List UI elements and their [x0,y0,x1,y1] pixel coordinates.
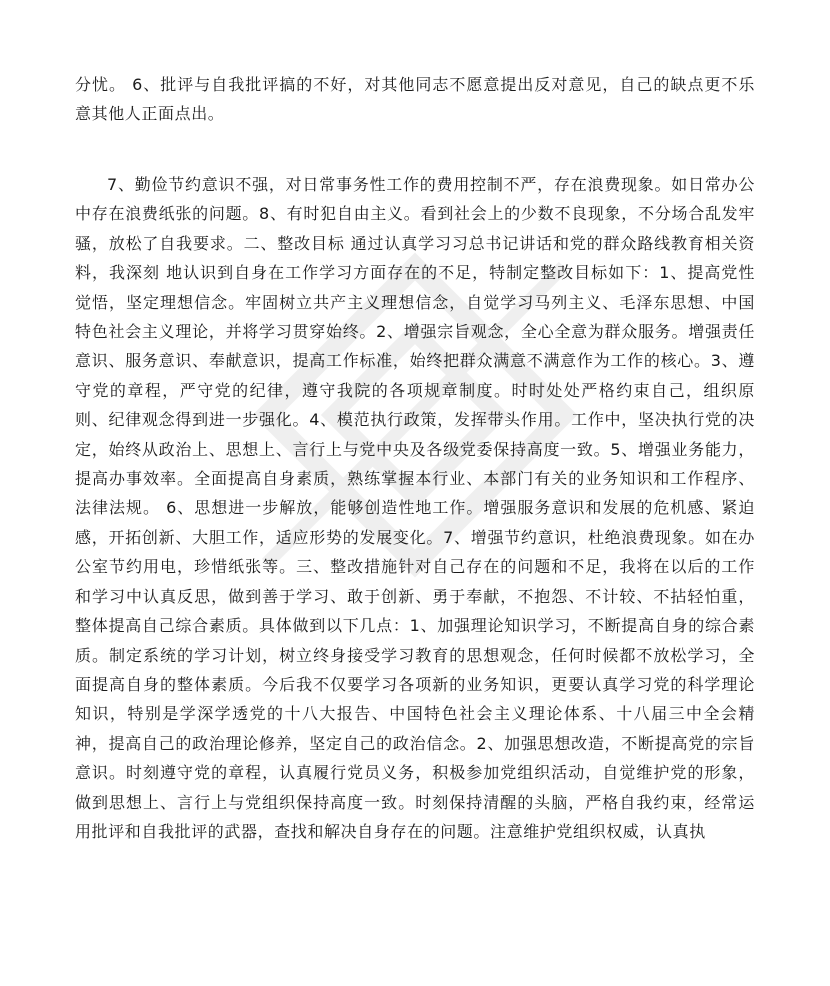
paragraph-2: 7、勤俭节约意识不强，对日常事务性工作的费用控制不严，存在浪费现象。如日常办公中存在浪费纸张的问题。8、有时犯自由主义。看到社会上的少数不良现象，不分场合乱发牢骚，放松了自我要求。二、整改目标 通过认真学习习总书记讲话和党的群众路线教育相关资料，我深刻 地认识到自身在工作学习方面存在的不足，特制定整改目标如下：1、提高党性觉悟，坚定理想信念。牢固树立共产主义理想信念，自觉学习马列主义、毛泽东思想、中国特色社会主义理论，并将学习贯穿始终。2、增强宗旨观念，全心全意为群众服务。增强责任意识、服务意识、奉献意识，提高工作标准，始终把群众满意不满意作为工作的核心。3、遵守党的章程，严守党的纪律，遵守我院的各项规章制度。时时处处严格约束自己，组织原则、纪律观念得到进一步强化。4、模范执行政策，发挥带头作用。工作中，坚决执行党的决定，始终从政治上、思想上、言行上与党中央及各级党委保持高度一致。5、增强业务能力，提高办事效率。全面提高自身素质，熟练掌握本行业、本部门有关的业务知识和工作程序、法律法规。 6、思想进一步解放，能够创造性地工作。增强服务意识和发展的危机感、紧迫感，开拓创新、大胆工作，适应形势的发展变化。7、增强节约意识，杜绝浪费现象。如在办公室节约用电，珍惜纸张等。三、整改措施针对自己存在的问题和不足，我将在以后的工作和学习中认真反思，做到善于学习、敢于创新、勇于奉献，不抱怨、不计较、不拈轻怕重，整体提高自己综合素质。具体做到以下几点：1、加强理论知识学习，不断提高自身的综合素质。制定系统的学习计划，树立终身接受学习教育的思想观念，任何时候都不放松学习，全面提高自身的整体素质。今后我不仅要学习各项新的业务知识，更要认真学习党的科学理论知识，特别是学深学透党的十八大报告、中国特色社会主义理论体系、十八届三中全会精神，提高自己的政治理论修养，坚定自己的政治信念。2、加强思想改造，不断提高党的宗旨意识。时刻遵守党的章程，认真履行党员义务，积极参加党组织活动，自觉维护党的形象，做到思想上、言行上与党组织保持高度一致。时刻保持清醒的头脑，严格自我约束，经常运用批评和自我批评的武器，查找和解决自身存在的问题。注意维护党组织权威，认真执 [75,175,755,841]
paragraph-1: 分忧。 6、批评与自我批评搞的不好，对其他同志不愿意提出反对意见，自己的缺点更不乐意其他人正面点出。 [75,75,755,124]
